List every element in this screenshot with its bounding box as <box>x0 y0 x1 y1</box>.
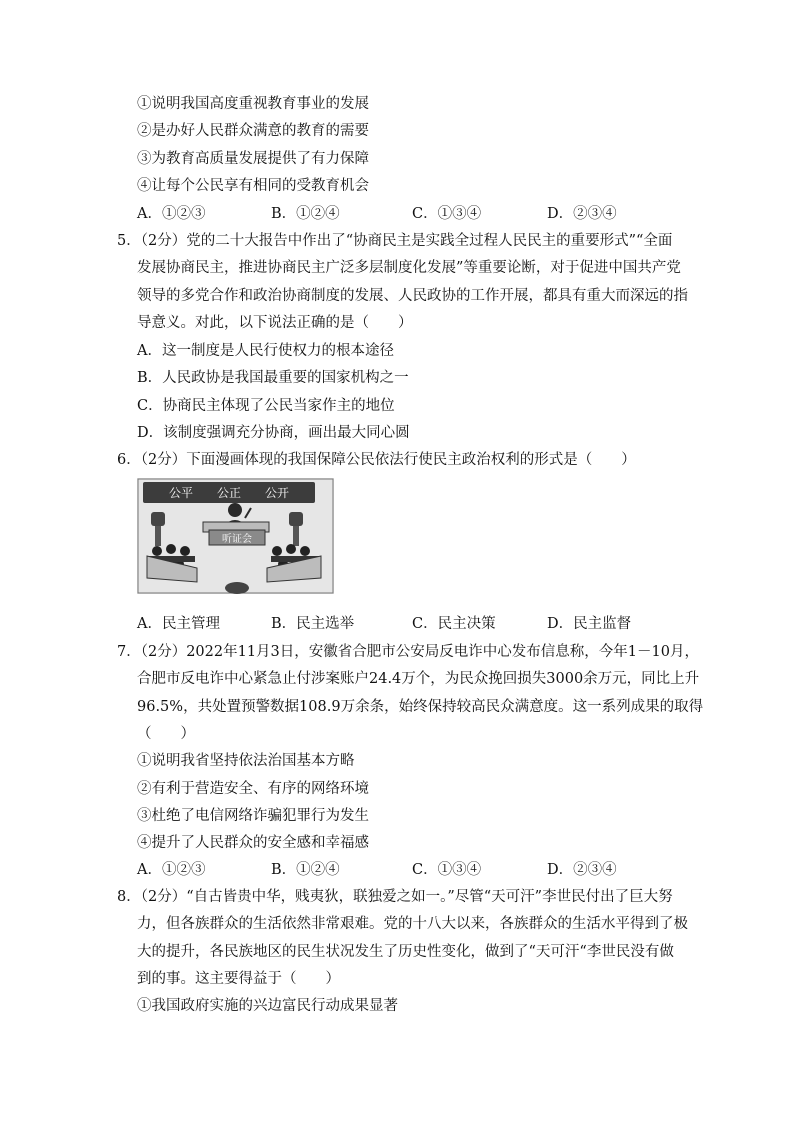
q7-stem-line-4: （ ） <box>137 726 195 742</box>
speaker-icon <box>289 512 303 526</box>
q7-options <box>137 860 657 880</box>
q4-option-b[interactable]: B．①②④ <box>271 206 340 222</box>
q7-statement-4: ④提升了人民群众的安全感和幸福感 <box>137 835 369 851</box>
q7-stem-line-3: 96.5%，共处置预警数据108.9万余条，始终保持较高民众满意度。这一系列成果的取得 <box>137 699 704 715</box>
banner-text: 公平 公正 公开 <box>168 486 290 500</box>
q8-statement-1: ①我国政府实施的兴边富民行动成果显著 <box>137 998 398 1014</box>
q6-option-a[interactable]: A．民主管理 <box>137 616 220 632</box>
official-figure <box>228 503 242 517</box>
q4-options <box>137 204 657 224</box>
q5-stem-line-4: 导意义。对此，以下说法正确的是（ ） <box>137 315 413 331</box>
q6-stem: 6．（2分）下面漫画体现的我国保障公民依法行使民主政治权利的形式是（ ） <box>117 452 636 468</box>
q7-stem-line-2: 合肥市反电诈中心紧急止付涉案账户24.4万个，为民众挽回损失3000余万元，同比上升 <box>137 671 700 687</box>
q5-option-c[interactable]: C．协商民主体现了公民当家作主的地位 <box>137 398 395 414</box>
q7-statement-1: ①说明我省坚持依法治国基本方略 <box>137 753 355 769</box>
q7-option-a[interactable]: A．①②③ <box>137 862 206 878</box>
q5-stem-line-2: 发展协商民主，推进协商民主广泛多层制度化发展”等重要论断，对于促进中国共产党 <box>137 260 681 276</box>
q8-stem-line-1: 8．（2分）“自古皆贵中华，贱夷狄，联独爱之如一。”尽管“天可汗”李世民付出了巨大努 <box>117 889 673 905</box>
podium-label: 听证会 <box>222 534 252 545</box>
q5-stem-line-1: 5．（2分）党的二十大报告中作出了“协商民主是实践全过程人民民主的重要形式”“全面 <box>117 233 673 249</box>
q5-option-b[interactable]: B．人民政协是我国最重要的国家机构之一 <box>137 370 409 386</box>
q4-option-a[interactable]: A．①②③ <box>137 206 206 222</box>
q4-statement-4: ④让每个公民享有相同的受教育机会 <box>137 178 369 194</box>
q6-option-d[interactable]: D．民主监督 <box>547 616 632 632</box>
q6-option-b[interactable]: B．民主选举 <box>271 616 355 632</box>
q8-stem-line-4: 到的事。这主要得益于（ ） <box>137 971 340 987</box>
q8-stem-line-3: 大的提升，各民族地区的民生状况发生了历史性变化，做到了“天可汗“李世民没有做 <box>137 944 674 960</box>
q7-option-d[interactable]: D．②③④ <box>547 862 617 878</box>
q6-options <box>137 614 657 634</box>
q5-stem-line-3: 领导的多党合作和政治协商制度的发展、人民政协的工作开展，都具有重大而深远的指 <box>137 288 688 304</box>
q4-option-c[interactable]: C．①③④ <box>412 206 482 222</box>
q8-stem-line-2: 力，但各族群众的生活依然非常艰难。党的十八大以来，各族群众的生活水平得到了极 <box>137 916 688 932</box>
q7-option-c[interactable]: C．①③④ <box>412 862 482 878</box>
q5-option-a[interactable]: A．这一制度是人民行使权力的根本途径 <box>137 343 394 359</box>
q4-option-d[interactable]: D．②③④ <box>547 206 617 222</box>
q4-statement-2: ②是办好人民群众满意的教育的需要 <box>137 123 369 139</box>
q7-statement-3: ③杜绝了电信网络诈骗犯罪行为发生 <box>137 808 369 824</box>
q7-statement-2: ②有利于营造安全、有序的网络环境 <box>137 781 369 797</box>
q5-option-d[interactable]: D．该制度强调充分协商，画出最大同心圆 <box>137 425 410 441</box>
q6-option-c[interactable]: C．民主决策 <box>412 616 496 632</box>
q4-statement-3: ③为教育高质量发展提供了有力保障 <box>137 151 369 167</box>
q7-option-b[interactable]: B．①②④ <box>271 862 340 878</box>
speaker-icon <box>151 512 165 526</box>
q4-statement-1: ①说明我国高度重视教育事业的发展 <box>137 96 369 112</box>
q7-stem-line-1: 7．（2分）2022年11月3日，安徽省合肥市公安局反电诈中心发布信息称，今年1－10月， <box>117 644 699 660</box>
hearing-cartoon <box>137 478 334 594</box>
